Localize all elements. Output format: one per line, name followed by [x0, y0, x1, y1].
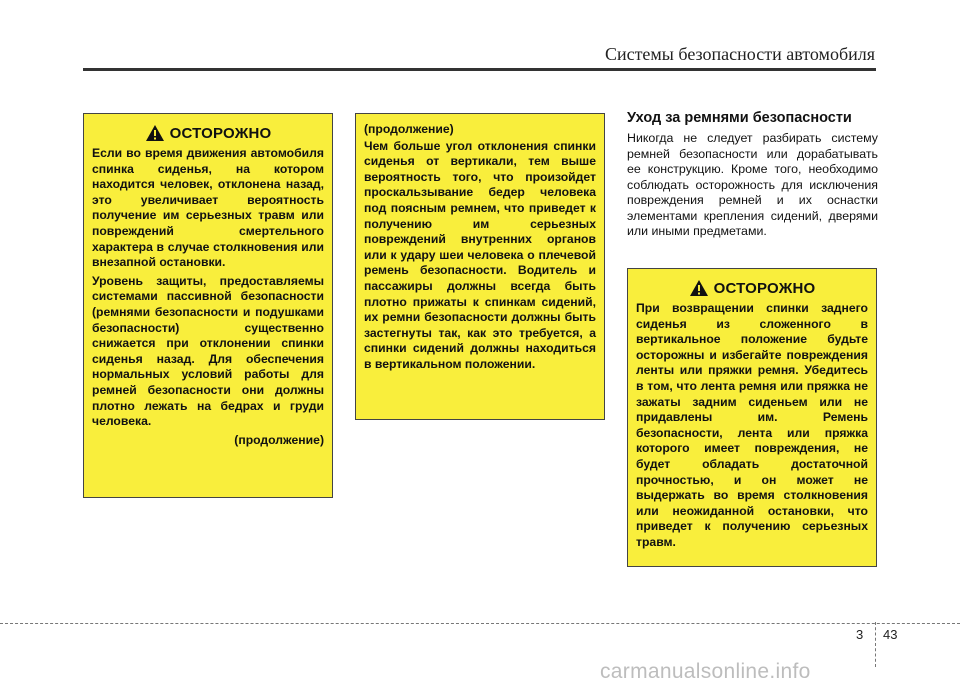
page-number: 43	[883, 627, 898, 642]
continued-label: (продолжение)	[234, 432, 324, 447]
section-title: Уход за ремнями безопасности	[627, 110, 852, 126]
warning-paragraph: При возвращении спинки заднего сиденья из сложенного в вертикальное положение будьте осторожны и избегайте повреждения ленты или пряжки ремня. Убедитесь в том, что лента ремня или пряжка не зажаты задним сиденьем или не придавлены им. Ремень безопасности, лента или пряжка которого имеет повреждения, не будет обладать достаточной прочностью, и он может не выдержать во время столкновения или неожиданной остановки, что приведет к получению серьезных травм.	[636, 301, 868, 549]
section-body: Никогда не следует разбирать систему ремней безопасности или дорабатывать ее конструкцию. Кроме того, необходимо соблюдать осторожность для исключения повреждения ремней и их оснастки элементами крепления сидений, дверями или иными предметами.	[627, 131, 878, 238]
footer-rule	[0, 623, 960, 624]
warning-title: ОСТОРОЖНО	[169, 124, 272, 142]
warning-paragraph: Уровень защиты, предоставляемы системами пассивной безопасности (ремнями безопасности и подушками безопасности) существенно снижается при отклонении спинки сиденья назад. Для обеспечения нормальных условий работы для ремней безопасности они должны плотно лежать на бедрах и груди человека.	[92, 273, 324, 429]
watermark: carmanualsonline.info	[600, 660, 811, 683]
warning-triangle-icon	[689, 279, 709, 297]
warning-paragraph: Если во время движения автомобиля спинка сиденья, на котором находится человек, отклонена назад, это увеличивает вероятность получение им серьезных травм или повреждений смертельного характера в случае столкновения или внезапной остановки.	[92, 146, 324, 270]
warning-paragraph: Чем больше угол отклонения спинки сиденья от вертикали, тем выше вероятность того, что произойдет проскальзывание бедер человека под поясным ремнем, что приведет к получению им серьезных повреждений внутренних органов или к удару шеи человека о плечевой ремень безопасности. Водитель и пассажиры должны всегда быть плотно прижаты к спинкам сидений, их ремни безопасности должны быть застегнуты так, как это требуется, а спинки сидений должны находиться в вертикальном положении.	[364, 138, 596, 371]
page-header-title: Системы безопасности автомобиля	[604, 44, 875, 64]
warning-box-2	[355, 113, 605, 420]
warning-triangle-icon	[145, 124, 165, 142]
warning-box-1	[83, 113, 333, 498]
warning-heading	[636, 279, 868, 297]
warning-title: ОСТОРОЖНО	[713, 279, 816, 297]
warning-heading	[92, 124, 324, 142]
continued-header: (продолжение)	[364, 122, 454, 136]
chapter-number: 3	[856, 627, 864, 642]
header-rule	[83, 68, 876, 71]
warning-box-3	[627, 268, 877, 567]
page-number-separator	[875, 622, 876, 667]
